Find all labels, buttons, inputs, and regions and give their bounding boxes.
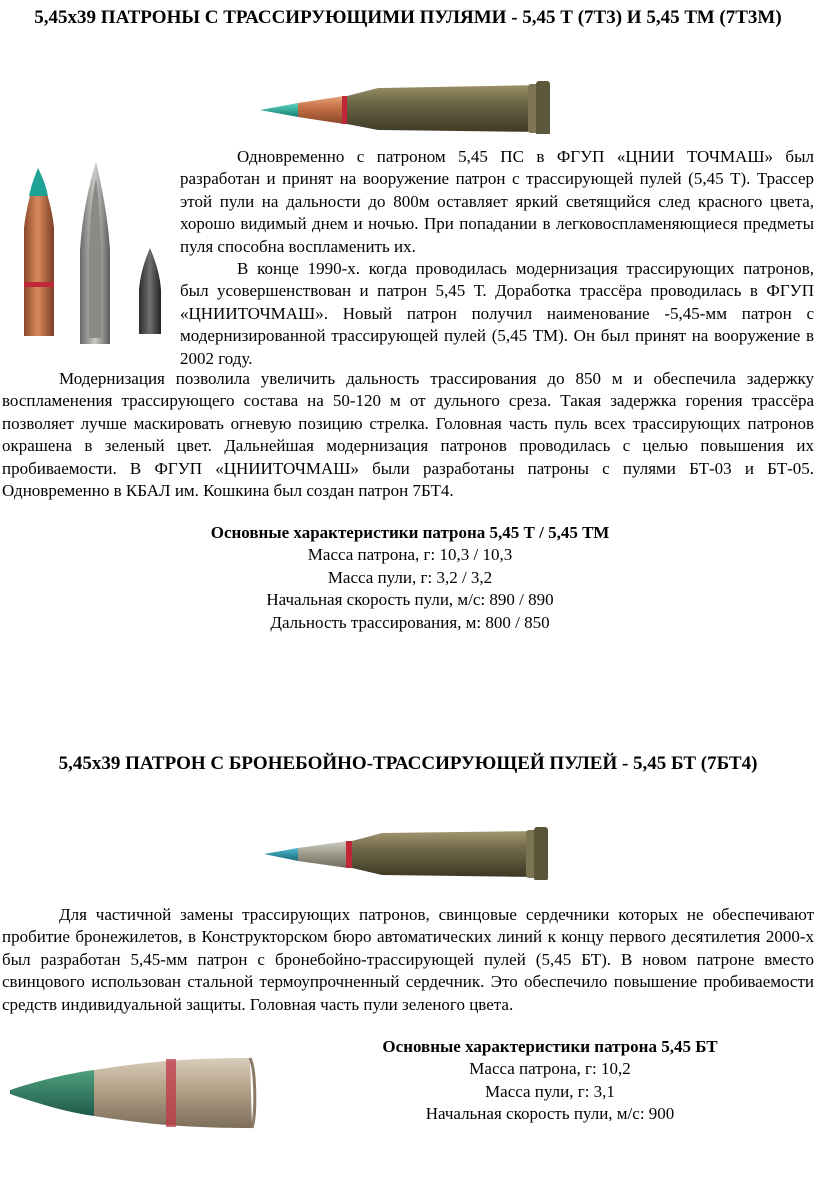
section2-paragraph-1: Для частичной замены трассирующих патронов, свинцовые сердечники которых не обеспечивают пробитие бронежилетов, в Конструкторском бюро автоматических линий к концу первого десятилетия 2000-х был разработан 5,45-мм патрон с бронебойно-трассирующей пулей (5,45 БТ). В новом патроне вместо свинцового использован стальной термоупрочненный сердечник. Это обеспечило повышение пробиваемости средств индивидуальной защиты. Головная часть пули зеленого цвета. bbox=[2, 905, 814, 1014]
section1-paragraph-2: В конце 1990-х. когда проводилась модернизация трассирующих патронов, был усовершенствован и патрон 5,45 Т. Доработка трассёра проводилась в ФГУП «ЦНИИТОЧМАШ». Новый патрон получил наименование -5,45-мм патрон с модернизированной трассирующей пулей (5,45 ТМ). Он был принят на вооружение в 2002 году. bbox=[180, 259, 814, 368]
section1-title: 5,45x39 ПАТРОНЫ С ТРАССИРУЮЩИМИ ПУЛЯМИ - 5,45 Т (7Т3) И 5,45 ТМ (7Т3М) bbox=[34, 7, 782, 28]
spec-line: Дальность трассирования, м: 800 / 850 bbox=[270, 612, 550, 632]
spec-line: Масса пули, г: 3,2 / 3,2 bbox=[327, 567, 493, 587]
tracer-bullets-image bbox=[4, 158, 176, 354]
spec-line: Начальная скорость пули, м/с: 900 bbox=[425, 1104, 675, 1124]
section2-title: 5,45х39 ПАТРОН С БРОНЕБОЙНО-ТРАССИРУЮЩЕЙ ПУЛЕЙ - 5,45 БТ (7БТ4) bbox=[58, 753, 758, 774]
spec-line: Начальная скорость пули, м/с: 890 / 890 bbox=[266, 590, 554, 610]
section1-paragraph-3: Модернизация позволила увеличить дальность трассирования до 850 м и обеспечила задержку воспламенения трассирующего состава на 50-120 м от дульного среза. Такая задержка горения трассёра позволяет лучше маскировать огневую позицию стрелка. Головная часть пуль всех трассирующих патронов окрашена в зеленый цвет. Дальнейшая модернизация патронов проводилась с целью повышения их пробиваемости. В ФГУП «ЦНИИТОЧМАШ» были разработаны патроны с пулями БТ-03 и БТ-05. Одновременно в КБАЛ им. Кошкина был создан патрон 7БТ4. bbox=[2, 369, 814, 501]
section2-specs bbox=[260, 1036, 816, 1126]
spec-line: Масса патрона, г: 10,2 bbox=[469, 1059, 631, 1079]
armor-piercing-tracer-bullet-image bbox=[4, 1040, 262, 1138]
section1-paragraph-1: Одновременно с патроном 5,45 ПС в ФГУП «ЦНИИ ТОЧМАШ» был разработан и принят на вооружение патрон с трассирующей пулей (5,45 Т). Трассер этой пули на дальности до 800м оставляет яркий светящийся след красного цвета, хорошо видимый днем и ночью. При попадании в легковоспламеняющиеся предметы пуля способна воспламенить их. bbox=[180, 147, 814, 256]
section1-specs bbox=[120, 522, 700, 634]
armor-piercing-tracer-cartridge-image bbox=[262, 820, 554, 880]
section1-specs-title: Основные характеристики патрона 5,45 Т / 5,45 ТМ bbox=[210, 523, 610, 542]
section2-specs-title: Основные характеристики патрона 5,45 БТ bbox=[382, 1037, 718, 1056]
spec-line: Масса пули, г: 3,1 bbox=[485, 1081, 615, 1101]
spec-line: Масса патрона, г: 10,3 / 10,3 bbox=[307, 545, 513, 565]
tracer-cartridge-image bbox=[258, 72, 558, 134]
